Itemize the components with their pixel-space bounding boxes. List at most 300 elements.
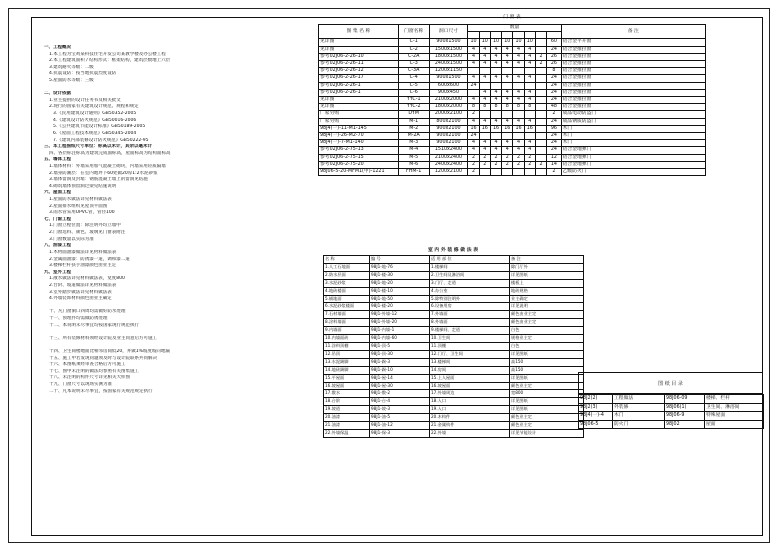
material-table-row <box>324 358 584 366</box>
door-table-cell: 参考02J06-2-75-15 <box>319 154 399 161</box>
door-table-cell: 4 <box>468 53 479 60</box>
door-table-cell: 木门 <box>561 140 705 147</box>
door-table-cell: 4 <box>513 89 524 96</box>
door-table-cell: 24 <box>547 97 561 104</box>
material-table-cell: 98J1-踢-10 <box>370 366 430 374</box>
material-table-cell: 15.平屋面 <box>324 374 370 382</box>
notes-line: 5.屋面防水等级：三级 <box>49 78 94 84</box>
notes-line: 2.墙身防潮层：在室内地坪下60处做20厚1:2水泥砂浆 <box>49 170 158 176</box>
notes-line <box>44 342 306 349</box>
material-table-cell: 17.外墙周边 <box>430 390 510 398</box>
door-table-cell: 2 <box>468 161 479 168</box>
door-table-cell: 4 <box>479 118 490 125</box>
door-table-cell: 4 <box>468 75 479 82</box>
material-table-row <box>324 287 584 295</box>
notes-line: 2.台阶、坡道做法详见材料做法表 <box>49 282 117 288</box>
door-table-cell: 4 <box>468 97 479 104</box>
material-table-row <box>324 319 584 327</box>
door-table-cell: 800x2100 <box>429 118 468 125</box>
door-table-cell: 4 <box>502 97 513 104</box>
door-table-cell: 2 <box>502 154 513 161</box>
material-table-cell: 详见图纸 <box>510 374 584 382</box>
door-table-cell: 4 <box>502 46 513 53</box>
door-table-cell: 4 <box>490 147 501 154</box>
door-table-cell: C-2A <box>398 53 429 60</box>
material-table-row <box>324 406 584 414</box>
door-table-cell: 铝合金推拉窗 <box>561 61 705 68</box>
door-table-cell: 16 <box>468 125 479 132</box>
door-table-cell <box>502 82 513 89</box>
door-table-cell <box>524 133 535 140</box>
door-table-cell <box>524 111 535 118</box>
door-table-cell: 铝合金推拉窗 <box>561 68 705 75</box>
door-table-cell: 铝合金推拉窗 <box>561 75 705 82</box>
material-table-row <box>324 350 584 358</box>
material-table-cell: 98J1-外墙-12 <box>370 311 430 319</box>
door-table-row <box>319 61 706 68</box>
door-table-cell: 4 <box>479 147 490 154</box>
door-table-cell: 2 <box>547 169 561 176</box>
door-table-cell: DYM <box>398 111 429 118</box>
notes-line: 5.《公共建筑节能设计标准》GB50189-2005 <box>53 124 146 130</box>
door-table-cell: 4 <box>468 147 479 154</box>
door-table-cell: 4 <box>490 118 501 125</box>
notes-line: 十三、所有装修材料须经设计院及业主同意后方可施工 <box>49 335 157 341</box>
door-table-cell: M-3 <box>398 140 429 147</box>
door-table-cell: 4 <box>513 118 524 125</box>
notes-line: 二十、凡本说明未尽事宜，按国家有关规范规定执行 <box>49 388 153 394</box>
door-table-cell: 1200x2100 <box>429 169 468 176</box>
material-table-cell: 15.上人屋面 <box>430 374 510 382</box>
door-table-cell: 4 <box>513 75 524 82</box>
door-table-cell: 铝合金平开窗 <box>561 39 705 46</box>
notes-section-heading: 三、本工程图纸尺寸单位：标高以米计，其余以毫米计 <box>44 144 152 150</box>
door-table-cell: 见详图 <box>319 104 399 111</box>
notes-line: 6.《屋面工程技术规范》GB50345-2004 <box>53 130 137 136</box>
door-table-cell <box>535 39 546 46</box>
door-table-cell: 见详图 <box>319 39 399 46</box>
door-table-cell <box>535 82 546 89</box>
door-table-cell <box>535 89 546 96</box>
door-subheader <box>535 32 546 39</box>
drawing-index-cell: 98J02 <box>665 420 705 429</box>
door-table-cell: 1500x1500 <box>429 46 468 53</box>
door-table-cell <box>535 154 546 161</box>
door-table-cell: M-2 <box>398 125 429 132</box>
material-table-cell: 20.木构件 <box>430 414 510 422</box>
door-table-cell: 2 <box>468 169 479 176</box>
door-table-cell: 4 <box>524 147 535 154</box>
material-table-cell: 规格业主定 <box>510 335 584 343</box>
mat-header-code: 编 号 <box>370 256 430 264</box>
door-table-cell <box>502 111 513 118</box>
material-table-row <box>324 311 584 319</box>
material-table-row <box>324 271 584 279</box>
door-table-cell: 96 <box>547 125 561 132</box>
door-table-cell: 1800x2000 <box>429 104 468 111</box>
material-table-cell: 5.铺地面 <box>324 295 370 303</box>
door-table-row <box>319 111 706 118</box>
material-table-row <box>324 398 584 406</box>
drawing-index-cell: 工程做法 <box>613 395 665 404</box>
door-table-cell <box>535 111 546 118</box>
material-table-cell: 22.外墙 <box>430 429 510 437</box>
door-table-cell <box>513 111 524 118</box>
material-table-cell: 98J1-踢-3 <box>370 358 430 366</box>
door-table-cell: 成品钢质防盗门 <box>561 118 705 125</box>
door-table-cell: 8 <box>468 104 479 111</box>
door-table-cell: 4 <box>502 89 513 96</box>
drawing-index-cell: 98J4(一)-4 <box>579 412 613 421</box>
door-table-cell: 26 <box>547 53 561 60</box>
material-table-row <box>324 390 584 398</box>
material-table-cell: 98J1-屋-14 <box>370 374 430 382</box>
door-table-cell: 900x1500 <box>429 75 468 82</box>
door-table-cell: 2 <box>524 154 535 161</box>
door-table-cell: 铝合金推拉窗 <box>561 53 705 60</box>
notes-line: 1.屋面防水做法详见材料做法表 <box>49 197 112 203</box>
door-table-cell: 4 <box>513 97 524 104</box>
door-subheader <box>547 32 561 39</box>
door-window-table <box>318 24 706 176</box>
door-table-cell: 4 <box>490 140 501 147</box>
door-table-cell: 参考02J06-2-26-11 <box>319 61 399 68</box>
material-table-cell: 详见图纸 <box>510 406 584 414</box>
door-table-cell: M-1 <box>398 118 429 125</box>
material-table-cell: 颜色业主定 <box>510 422 584 430</box>
door-table-cell <box>479 111 490 118</box>
door-header-remark: 备 注 <box>561 25 705 39</box>
door-table-cell <box>513 68 524 75</box>
notes-line: 2.本工程建筑面积 / 结构形式：框架结构，建筑层数地上六层 <box>49 58 171 64</box>
material-table-cell: 1.人工石地面 <box>324 263 370 271</box>
door-table-cell: 10 <box>524 39 535 46</box>
drawing-index-cell: 外装修 <box>613 403 665 412</box>
door-table-cell <box>535 169 546 176</box>
door-table-cell <box>513 133 524 140</box>
notes-line: 4.《建筑设计防火规范》GB50016-2006 <box>53 117 137 123</box>
door-table-cell <box>490 111 501 118</box>
material-table-cell: 2.防水层面 <box>324 271 370 279</box>
notes-line: 7.《建筑内部装修设计防火规范》GB50222-95 <box>53 137 149 143</box>
door-table-cell: 4 <box>502 118 513 125</box>
door-table-cell <box>502 133 513 140</box>
door-table-cell <box>490 133 501 140</box>
drawing-index-title: 图 纸 目 录 <box>658 381 683 387</box>
door-table-row <box>319 82 706 89</box>
notes-line: 十一、预埋件均需做防锈处理 <box>49 315 108 321</box>
material-table-cell: 12.门厅、卫生间 <box>430 350 510 358</box>
material-table-cell: 98J1-油-12 <box>370 422 430 430</box>
material-table-row <box>324 342 584 350</box>
door-table-cell: 4 <box>468 140 479 147</box>
door-table-cell: 4 <box>502 75 513 82</box>
door-table-cell: 2100x2000 <box>429 97 468 104</box>
door-table-cell: 1510x2400 <box>429 147 468 154</box>
notes-section-heading: 五、墙体工程 <box>44 157 71 163</box>
drawing-index-cell: 特殊屋面 <box>705 412 764 421</box>
drawing-index-cell: 98J06(1) <box>665 403 705 412</box>
door-table-cell: 48 <box>547 104 561 111</box>
material-table-cell: 宽800 <box>510 390 584 398</box>
door-table-row <box>319 104 706 111</box>
material-table-cell: 98J1-坡-3 <box>370 406 430 414</box>
door-table-cell <box>524 169 535 176</box>
door-table-cell: 参考02J06-2-26-1 <box>319 89 399 96</box>
door-table-cell: 参考02J06-2-26-10 <box>319 53 399 60</box>
door-table-cell <box>535 68 546 75</box>
drawing-index-cell: 木门 <box>613 412 665 421</box>
door-table-cell: 2 <box>468 154 479 161</box>
door-table-row <box>319 154 706 161</box>
material-table-cell: 21.金属构件 <box>430 422 510 430</box>
material-table-cell: 颜色由业主定 <box>510 311 584 319</box>
drawing-index-cell: 卫生间、淋浴间 <box>705 403 764 412</box>
door-table-cell: 2 <box>502 161 513 168</box>
door-table-row <box>319 125 706 132</box>
material-table-cell: 楼板上 <box>510 279 584 287</box>
door-table-cell: 4 <box>513 53 524 60</box>
drawing-index-cell: 楼梯、栏杆 <box>705 395 764 404</box>
material-table-row <box>324 429 584 437</box>
material-table-cell: 13.楼梯间 <box>430 358 510 366</box>
door-table-cell: 4 <box>502 53 513 60</box>
door-table-cell: 见详图 <box>319 46 399 53</box>
material-table-cell: 9.内墙面 <box>324 327 370 335</box>
door-table-cell: 8 <box>502 104 513 111</box>
material-table-row <box>324 374 584 382</box>
door-table-cell: 2 <box>479 161 490 168</box>
door-table-cell: C-1 <box>398 39 429 46</box>
door-table-cell: 4 <box>490 61 501 68</box>
door-table-cell <box>535 147 546 154</box>
door-table-cell: 24 <box>547 133 561 140</box>
door-table-row <box>319 53 706 60</box>
door-table-cell: C-3A <box>398 68 429 75</box>
door-table-cell: 10 <box>479 39 490 46</box>
material-table-title: 室 内 外 装 修 做 法 表 <box>427 248 479 253</box>
door-table-cell: 木门 <box>561 133 705 140</box>
notes-line: 十四、卫生间楼地面比相邻房间低20，并做1%坡度坡向地漏 <box>49 349 170 355</box>
door-table-cell: 24 <box>547 118 561 125</box>
material-table-cell: 19.入口 <box>430 406 510 414</box>
door-table-cell <box>479 169 490 176</box>
door-subheader <box>524 32 535 39</box>
notes-line: 3.楼梯栏杆扶手油漆颜色由业主定 <box>49 263 117 269</box>
material-table-cell: 8.涂料墙面 <box>324 319 370 327</box>
material-table-cell: 4.地砖楼面 <box>324 287 370 295</box>
door-table-cell: 乙级防火门 <box>561 169 705 176</box>
door-table-cell: 参考02J06-2-26-17 <box>319 75 399 82</box>
notes-line <box>44 303 306 310</box>
mat-header-name: 名 称 <box>324 256 370 264</box>
notes-line: 1.业主提供的设计任务书及相关批文 <box>49 97 121 103</box>
door-table-cell: 16 <box>513 125 524 132</box>
notes-section-heading: 二、设计依据 <box>44 91 71 97</box>
door-table-cell: 900x2100 <box>429 133 468 140</box>
notes-line: 2.现行的国家有关建筑设计规范、规程和规定 <box>49 104 139 110</box>
door-table-cell: C-5 <box>398 82 429 89</box>
material-table-cell: 14.地砖踢脚 <box>324 366 370 374</box>
door-table-cell: 铝合金推拉窗 <box>561 46 705 53</box>
door-table-cell: 4 <box>524 118 535 125</box>
door-table-row <box>319 89 706 96</box>
door-table-cell <box>535 46 546 53</box>
door-table-cell <box>479 68 490 75</box>
door-table-cell: 60 <box>547 39 561 46</box>
door-table-row <box>319 147 706 154</box>
door-table-cell <box>513 169 524 176</box>
material-table-cell: 白色 <box>510 342 584 350</box>
notes-line: 1.散水做法详见材料做法表，宽度800 <box>49 276 125 282</box>
material-table-cell: 98J1-保-3 <box>370 429 430 437</box>
material-table-cell: 18.台阶 <box>324 398 370 406</box>
notes-line: 4.外墙装饰材料颜色由业主确定 <box>49 296 112 302</box>
material-table-cell: 98J1-地-50 <box>370 295 430 303</box>
door-table-cell: M-6 <box>398 161 429 168</box>
notes-line: 3.墙体留洞及封堵：钢筋混凝土墙上的留洞见结施 <box>49 177 148 183</box>
door-table-row <box>319 97 706 104</box>
material-table-cell: 高150 <box>510 366 584 374</box>
door-table-cell: 900x2100 <box>429 140 468 147</box>
drawing-index-cell: 屋面 <box>705 420 764 429</box>
notes-line <box>44 329 306 336</box>
material-table-cell: 白色 <box>510 327 584 335</box>
notes-line: 四、各层标注标高为建筑完成面标高，屋面标高为结构面标高 <box>49 150 171 156</box>
material-table-row <box>324 295 584 303</box>
door-table-cell: 参考02J06-2-75-13 <box>319 147 399 154</box>
material-table-cell: 98J1-楼-20 <box>370 303 430 311</box>
door-table-cell <box>490 68 501 75</box>
finish-material-table <box>323 255 584 438</box>
door-table-cell: M-2A <box>398 133 429 140</box>
material-table-cell: 98J1-屋-30 <box>370 382 430 390</box>
door-table-cell: 4 <box>513 46 524 53</box>
door-table-cell: 2400x2400 <box>429 161 468 168</box>
door-subheader <box>502 32 513 39</box>
door-table-cell: 900x450 <box>429 89 468 96</box>
material-table-cell: 9.楼梯间、走道 <box>430 327 510 335</box>
door-table-cell: 24 <box>547 140 561 147</box>
material-table-cell: 10.卫生间 <box>430 335 510 343</box>
notes-line: 十九、门窗尺寸以现场实测为准 <box>49 382 112 388</box>
door-table-cell: M-4 <box>398 147 429 154</box>
notes-line: 十五、施工中若发现问题须及时与设计院联系共同解决 <box>49 355 157 361</box>
door-table-cell: 铝合金地弹门 <box>561 147 705 154</box>
mat-header-location: 适 用 部 位 <box>430 256 510 264</box>
door-table-cell <box>535 97 546 104</box>
door-table-cell: C-6 <box>398 89 429 96</box>
door-table-cell: 16 <box>490 125 501 132</box>
door-table-cell <box>502 169 513 176</box>
material-table-cell: 98J1-内墙-60 <box>370 335 430 343</box>
material-table-cell: 98J1-楼-30 <box>370 271 430 279</box>
drawing-index-cell: 防火门 <box>613 420 665 429</box>
door-table-cell <box>490 169 501 176</box>
material-table-cell: 22.外墙保温 <box>324 429 370 437</box>
drawing-index-row <box>579 412 764 421</box>
door-table-cell: 24 <box>547 75 561 82</box>
door-table-row <box>319 46 706 53</box>
door-table-row <box>319 68 706 75</box>
door-table-cell: 参考02J06-2-75-20 <box>319 161 399 168</box>
door-table-cell: 24 <box>547 46 561 53</box>
material-table-cell: 17.散水 <box>324 390 370 398</box>
door-table-cell: 2 <box>490 154 501 161</box>
door-table-cell <box>524 68 535 75</box>
door-table-cell: 4 <box>513 61 524 68</box>
door-table-cell: 4 <box>479 61 490 68</box>
door-table-cell: 4 <box>502 61 513 68</box>
door-table-cell: 参考02J06-2-26-1 <box>319 82 399 89</box>
notes-line: 2.屋面排水组织见屋顶平面图 <box>49 203 108 209</box>
door-subheader <box>490 32 501 39</box>
material-table-cell: 详见节能设计 <box>510 429 584 437</box>
door-header-atlas: 图 集 名 称 <box>319 25 399 39</box>
material-table-cell: 地砖规格 <box>510 287 584 295</box>
notes-line: 3.室外踏步做法详见材料做法表 <box>49 289 112 295</box>
door-table-cell: 厂家另购 <box>319 111 399 118</box>
door-table-cell: 4 <box>524 53 535 60</box>
door-table-cell: 2 <box>535 61 546 68</box>
door-table-cell: 4 <box>524 89 535 96</box>
design-notes <box>44 45 306 395</box>
material-table-cell: 3.水泥砂浆 <box>324 279 370 287</box>
door-table-cell: 2 <box>513 161 524 168</box>
door-table-cell: 4 <box>479 46 490 53</box>
notes-line: 4.砌筑墙体预留洞过梁见结施说明 <box>49 183 117 189</box>
door-table-cell: 24 <box>547 82 561 89</box>
door-table-cell: 木门 <box>561 125 705 132</box>
door-table-cell: C-2 <box>398 46 429 53</box>
material-table-cell: 16.坡屋面 <box>430 382 510 390</box>
door-table-cell <box>535 104 546 111</box>
notes-line: 2.金属面油漆：防锈漆一道，调和漆二道 <box>49 256 130 262</box>
door-table-cell: 4 <box>479 140 490 147</box>
notes-line: 十六、本图纸须经审查合格后方可施工 <box>49 362 126 368</box>
material-table-cell: 11.涂料顶棚 <box>324 342 370 350</box>
notes-line: 4.抗震设防：按当地抗震烈度设防 <box>49 71 117 77</box>
door-table-cell: 24 <box>468 82 479 89</box>
door-table-cell: 4 <box>479 89 490 96</box>
material-table-row <box>324 279 584 287</box>
notes-line: 十八、未注明的构件尺寸详见相关大样图 <box>49 375 130 381</box>
door-table-cell: 16 <box>502 125 513 132</box>
door-table-cell: 铝合金地弹门 <box>561 154 705 161</box>
door-table-cell: 12 <box>547 154 561 161</box>
door-table-cell: 铝合金推拉窗 <box>561 89 705 96</box>
material-table-cell: 详见图纸 <box>510 398 584 406</box>
notes-section-heading: 九、室外工程 <box>44 269 71 275</box>
material-table-cell: 13.水泥踢脚 <box>324 358 370 366</box>
door-table-cell: 24 <box>468 133 479 140</box>
material-table-cell: 98J1-内墙-1 <box>370 327 430 335</box>
door-table-cell: 4 <box>524 140 535 147</box>
door-table-cell: 8 <box>513 104 524 111</box>
material-table-cell: 98J1-油-5 <box>370 414 430 422</box>
material-table-cell: 11.顶棚 <box>430 342 510 350</box>
door-table-cell: 4 <box>502 140 513 147</box>
door-table-cell <box>468 68 479 75</box>
material-table-cell: 详见说明 <box>510 303 584 311</box>
notes-section-heading: 一、工程概况 <box>44 45 71 50</box>
notes-section-heading: 八、油漆工程 <box>44 243 71 249</box>
material-table-cell: 98J1-顶-5 <box>370 342 430 350</box>
material-table-cell: 除门厅外 <box>510 263 584 271</box>
material-table-cell: 98J1-外墙-20 <box>370 319 430 327</box>
door-table-cell: 2 <box>524 161 535 168</box>
door-table-row <box>319 161 706 168</box>
